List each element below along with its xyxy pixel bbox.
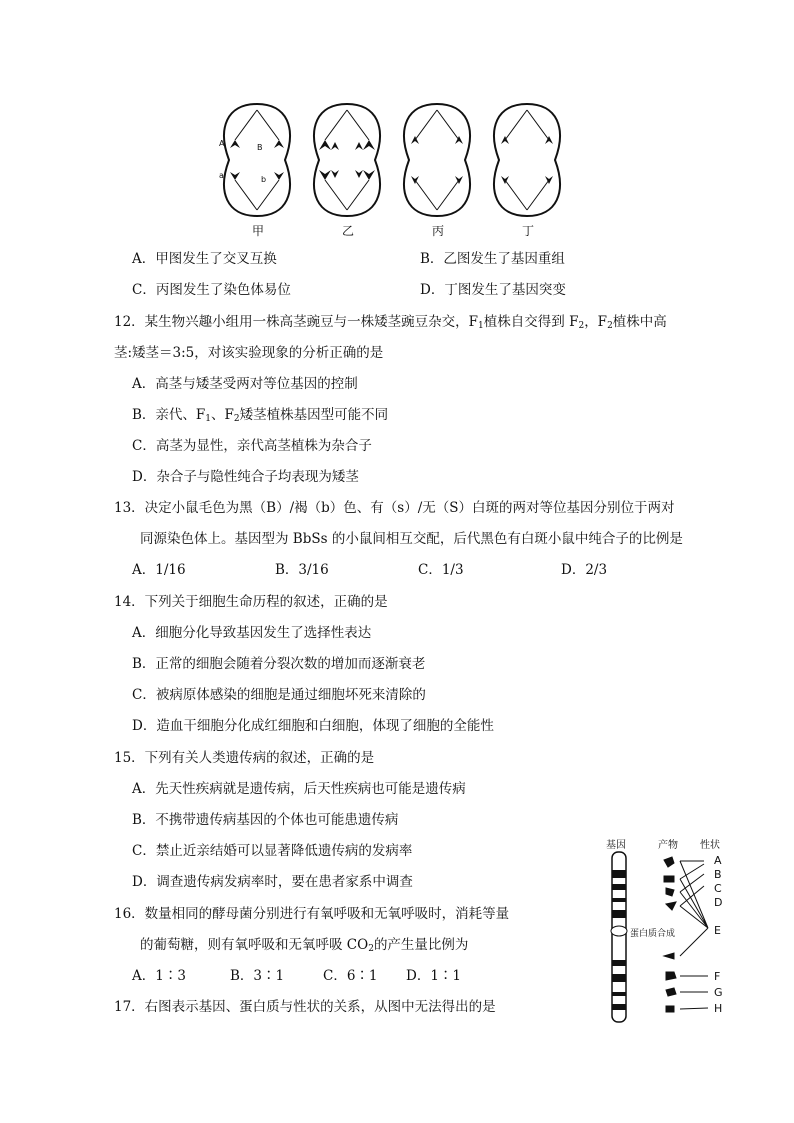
q14-option-d: D．造血干细胞分化成红细胞和白细胞，体现了细胞的全能性 xyxy=(132,718,494,734)
q15-option-c: C．禁止近亲结婚可以显著降低遗传病的发病率 xyxy=(132,843,413,859)
q16-option-d: D．1∶1 xyxy=(406,968,462,984)
q15-option-d: D．调查遗传病发病率时，要在患者家系中调查 xyxy=(132,874,413,890)
cell-label-yi: 乙 xyxy=(342,224,355,238)
q11-option-a: A．甲图发生了交叉互换 xyxy=(132,251,277,267)
trait-E: E xyxy=(714,924,721,937)
q14-option-b: B．正常的细胞会随着分裂次数的增加而逐渐衰老 xyxy=(132,656,426,672)
q15-stem: 15．下列有关人类遗传病的叙述，正确的是 xyxy=(114,750,375,766)
cell-ding-outline xyxy=(494,104,560,216)
q11-option-d: D．丁图发生了基因突变 xyxy=(420,282,566,298)
q16-option-b: B．3∶1 xyxy=(230,968,285,984)
q12-option-a: A．高茎与矮茎受两对等位基因的控制 xyxy=(132,376,358,392)
cell-label-bing: 丙 xyxy=(432,224,445,238)
trait-B: B xyxy=(714,868,722,881)
q11-option-b: B．乙图发生了基因重组 xyxy=(420,251,565,267)
q15-option-a: A．先天性疾病就是遗传病，后天性疾病也可能是遗传病 xyxy=(132,781,466,797)
q13-option-c: C．1/3 xyxy=(418,562,464,578)
q12-stem-line2: 茎:矮茎＝3:5，对该实验现象的分析正确的是 xyxy=(114,345,384,361)
header-product: 产物 xyxy=(658,840,678,851)
cell-yi-outline xyxy=(314,104,380,216)
q12-option-d: D．杂合子与隐性纯合子均表现为矮茎 xyxy=(132,469,359,485)
q15-option-b: B．不携带遗传病基因的个体也可能患遗传病 xyxy=(132,812,399,828)
q16-stem-line1: 16．数量相同的酵母菌分别进行有氧呼吸和无氧呼吸时，消耗等量 xyxy=(114,906,510,922)
allele-label-B: B xyxy=(257,143,263,152)
protein-synthesis-label: 蛋白质合成 xyxy=(630,929,676,939)
q12-stem-line1: 12．某生物兴趣小组用一株高茎豌豆与一株矮茎豌豆杂交，$F_1$植株自交得到 $F_2$，$F_2$植株中高 xyxy=(114,314,667,331)
allele-label-a: a xyxy=(219,171,224,180)
trait-D: D xyxy=(714,896,723,909)
q12-option-b: B．亲代、$F_1$、$F_2$矮茎植株基因型可能不同 xyxy=(132,407,389,424)
q16-option-c: C．6∶1 xyxy=(323,968,378,984)
q13-option-d: D．2/3 xyxy=(561,562,608,578)
header-trait: 性状 xyxy=(700,840,720,851)
cell-bing-outline xyxy=(404,104,470,216)
q13-stem-line2: 同源染色体上。基因型为 BbSs 的小鼠间相互交配，后代黑色有白斑小鼠中纯合子的比例是 xyxy=(140,531,683,547)
trait-F: F xyxy=(714,970,721,983)
allele-label-b: b xyxy=(261,175,267,184)
gene-protein-trait-figure xyxy=(604,836,734,1026)
header-gene: 基因 xyxy=(606,840,626,851)
allele-label-A: A xyxy=(219,139,225,148)
q16-option-a: A．1∶3 xyxy=(132,968,186,984)
cell-label-jia: 甲 xyxy=(252,224,265,238)
q14-option-a: A．细胞分化导致基因发生了选择性表达 xyxy=(132,625,372,641)
cell-jia-outline xyxy=(224,104,290,216)
trait-G: G xyxy=(714,986,723,999)
trait-A: A xyxy=(714,854,722,867)
trait-H: H xyxy=(714,1002,723,1015)
q14-option-c: C．被病原体感染的细胞是通过细胞坏死来清除的 xyxy=(132,687,426,703)
q14-stem: 14．下列关于细胞生命历程的叙述，正确的是 xyxy=(114,594,388,610)
q13-stem-line1: 13．决定小鼠毛色为黑（B）/褐（b）色、有（s）/无（S）白斑的两对等位基因分别位于两对 xyxy=(114,500,675,516)
q17-stem: 17．右图表示基因、蛋白质与性状的关系，从图中无法得出的是 xyxy=(114,999,496,1015)
cell-division-figure xyxy=(205,100,585,240)
q16-stem-line2: 的葡萄糖，则有氧呼吸和无氧呼吸 $CO_2$的产生量比例为 xyxy=(140,937,469,954)
q13-option-a: A．1/16 xyxy=(132,562,186,578)
q11-option-c: C．丙图发生了染色体易位 xyxy=(132,282,291,298)
q12-option-c: C．高茎为显性，亲代高茎植株为杂合子 xyxy=(132,438,372,454)
trait-C: C xyxy=(714,882,722,895)
cell-label-ding: 丁 xyxy=(522,224,535,238)
q13-option-b: B．3/16 xyxy=(275,562,329,578)
